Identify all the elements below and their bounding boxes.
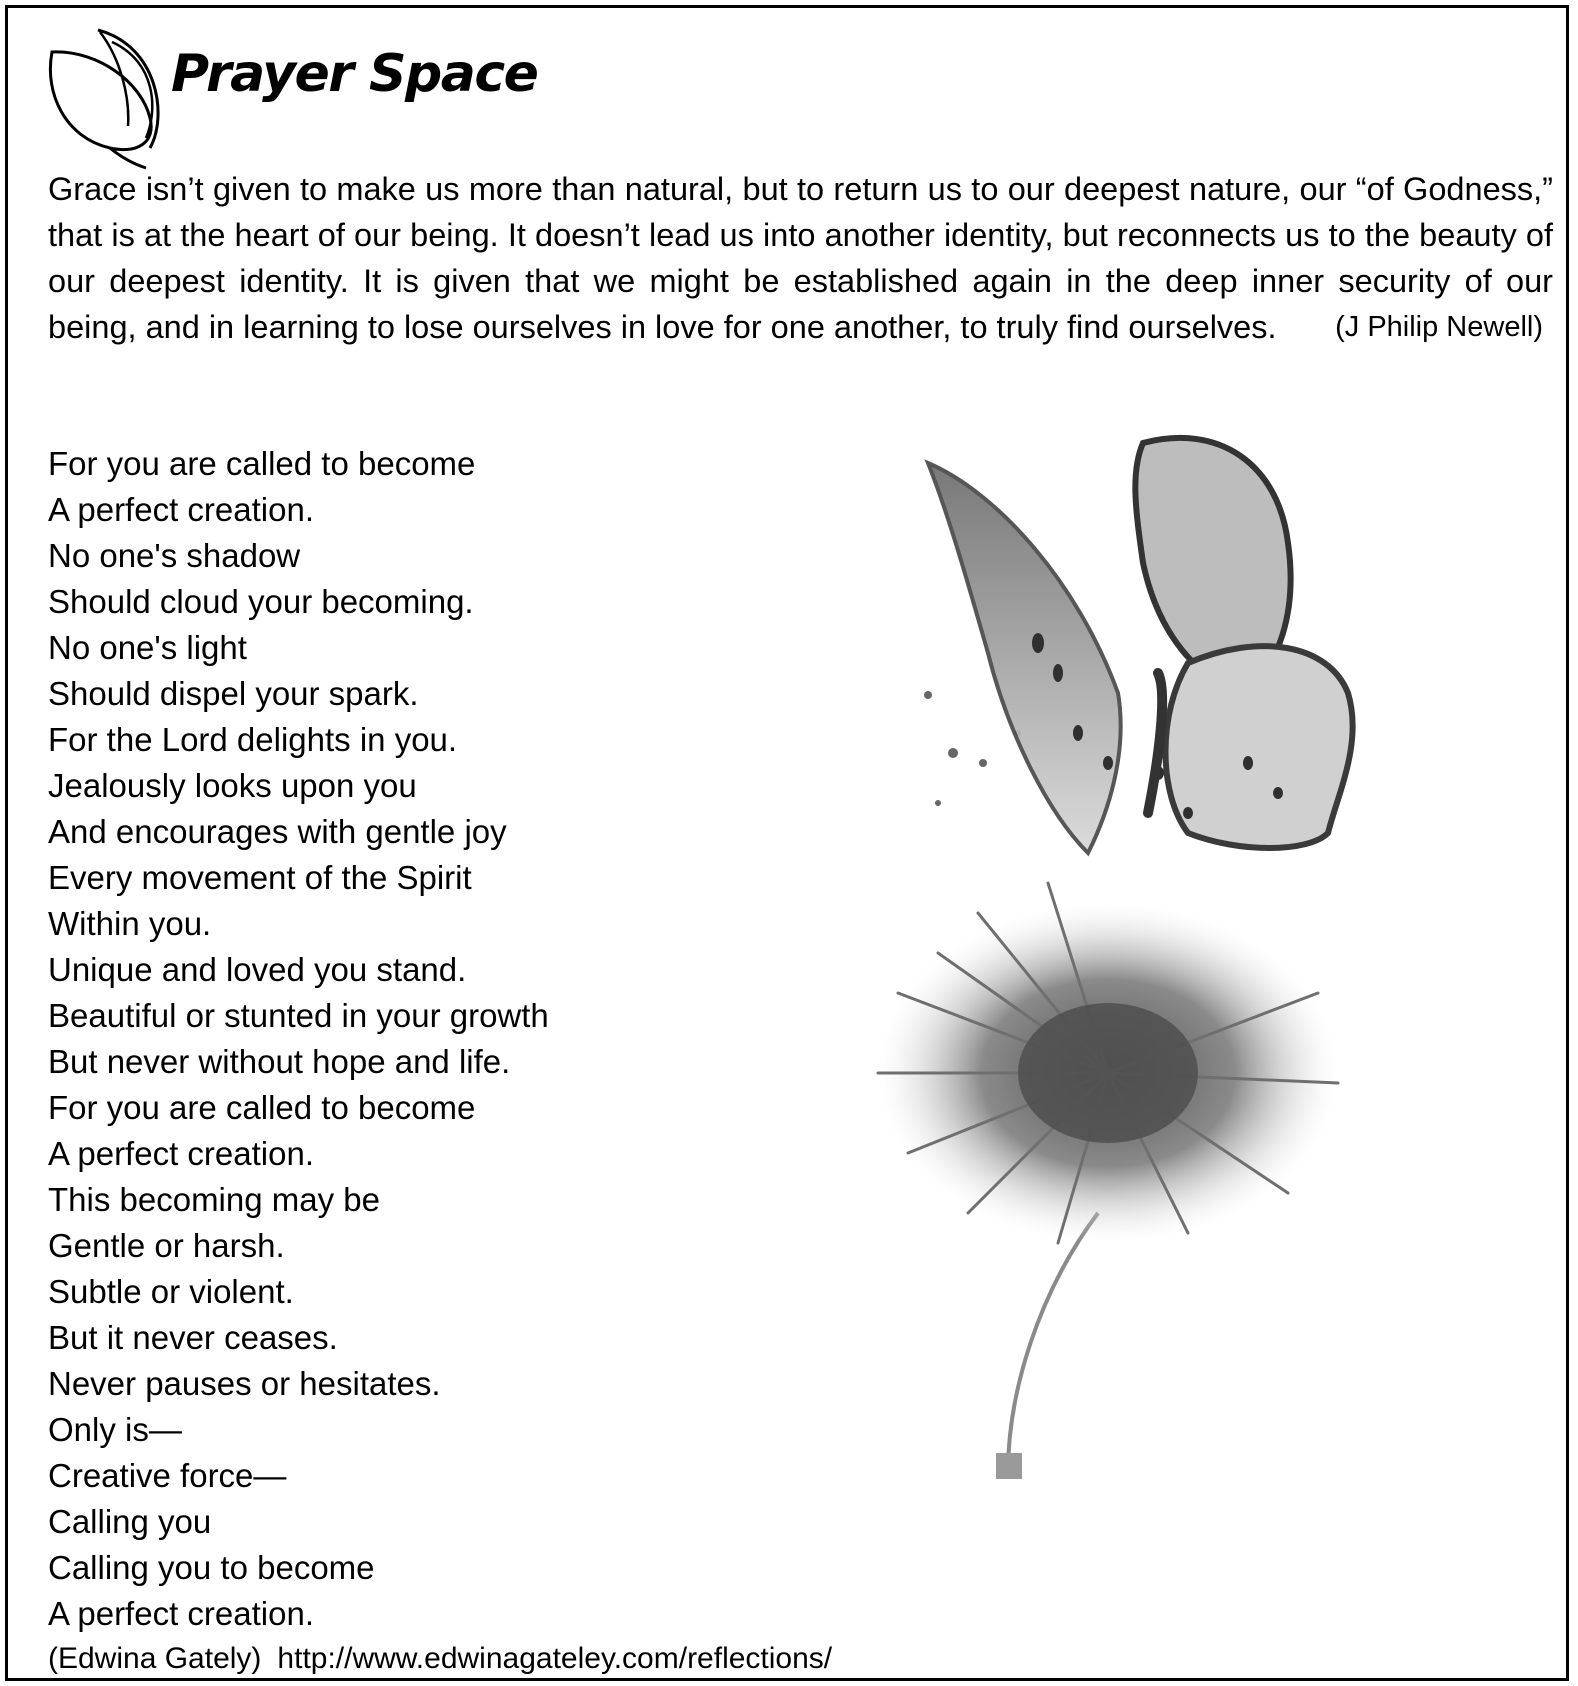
poem-line: No one's light (48, 629, 247, 666)
poem-line: Every movement of the Spirit (48, 859, 472, 896)
poem-line: Gentle or harsh. (48, 1227, 285, 1264)
poem-line: Should dispel your spark. (48, 675, 419, 712)
poem-line: Calling you (48, 1503, 212, 1540)
poem-line: A perfect creation. (48, 1595, 314, 1632)
page-title: Prayer Space (171, 44, 538, 104)
credit-url[interactable]: http://www.edwinagateley.com/reflections/ (277, 1642, 833, 1675)
poem-line: No one's shadow (48, 537, 301, 574)
poem-line: Subtle or violent. (48, 1273, 294, 1310)
poem-line: A perfect creation. (48, 491, 314, 528)
intro-quote-text: Grace isn’t given to make us more than natural, but to return us to our deepest nature, our “of Godness,” that is at the heart of our being. It doesn’t lead us into another identity, but reconnects us to the beauty of our deepest identity. It is given that we might be established again in the deep inner security of our being, and in learning to lose ourselves in love for one another, to truly find ourselves. (48, 171, 1553, 345)
poem-line: Within you. (48, 905, 212, 942)
poem-line: Creative force— (48, 1457, 287, 1494)
poem-line: Never pauses or hesitates. (48, 1365, 441, 1402)
poem-line: But never without hope and life. (48, 1043, 511, 1080)
prayer-space-box (5, 5, 1569, 1681)
poem-line: Unique and loved you stand. (48, 951, 467, 988)
poem-line: Jealously looks upon you (48, 767, 417, 804)
poem-line: Should cloud your becoming. (48, 583, 474, 620)
poem-line: Beautiful or stunted in your growth (48, 997, 549, 1034)
poem-line: For the Lord delights in you. (48, 721, 458, 758)
poem-line: Only is— (48, 1411, 182, 1448)
intro-quote (48, 166, 1553, 350)
poem-credit (48, 1639, 832, 1679)
leaf-icon (38, 22, 166, 174)
poem-line: For you are called to become (48, 1089, 476, 1126)
poem-line: Calling you to become (48, 1549, 375, 1586)
poem-line: For you are called to become (48, 445, 476, 482)
butterfly-on-flower-illustration (858, 433, 1458, 1493)
poem-line: But it never ceases. (48, 1319, 338, 1356)
poem-line: A perfect creation. (48, 1135, 314, 1172)
poem-line: And encourages with gentle joy (48, 813, 507, 850)
poem-line: This becoming may be (48, 1181, 380, 1218)
intro-attribution: (J Philip Newell) (1335, 311, 1543, 343)
credit-author: (Edwina Gately) (48, 1642, 262, 1675)
poem (48, 441, 549, 1637)
